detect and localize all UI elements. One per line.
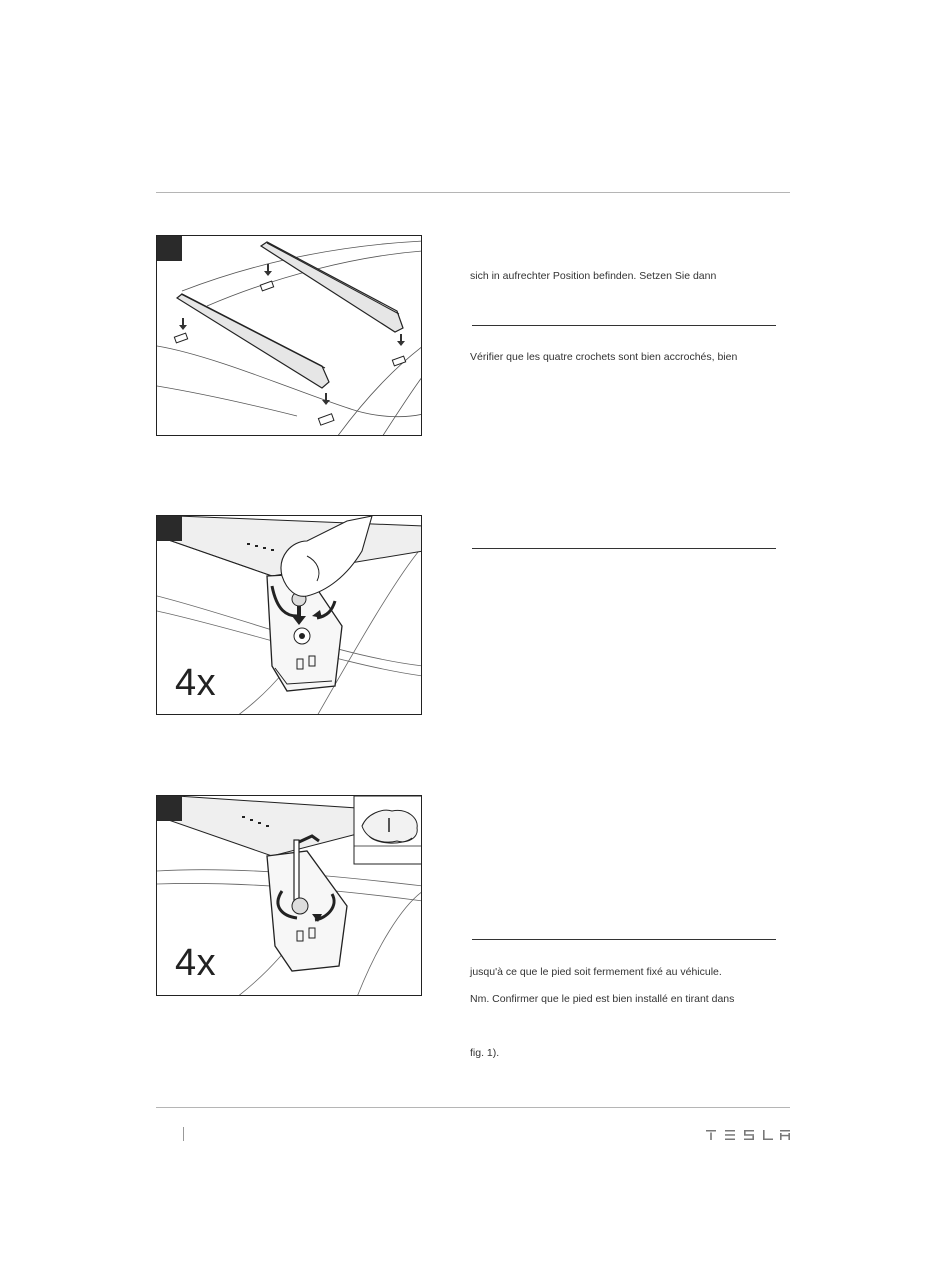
section-rule (472, 939, 776, 940)
step-number-tab (157, 516, 182, 541)
repeat-count: 4x (175, 942, 217, 984)
instruction-text: fig. 1). (470, 1047, 500, 1059)
section-rule (472, 325, 776, 326)
illustration-panel-1 (156, 235, 422, 436)
section-rule (472, 548, 776, 549)
tesla-wordmark-logo (706, 1130, 790, 1140)
illustration-panel-2 (156, 515, 422, 715)
page-number-separator (183, 1127, 184, 1141)
instruction-text: sich in aufrechter Position befinden. Setzen Sie dann (470, 270, 717, 282)
instruction-text: Nm. Confirmer que le pied est bien installé en tirant dans (470, 993, 735, 1005)
illustration-panel-3 (156, 795, 422, 996)
instruction-text: jusqu'à ce que le pied soit fermement fixé au véhicule. (470, 966, 722, 978)
top-divider (156, 192, 790, 193)
roof-rack-crossbars-illustration (157, 236, 422, 436)
repeat-count: 4x (175, 662, 217, 704)
step-number-tab (157, 236, 182, 261)
instruction-text: Vérifier que les quatre crochets sont bien accrochés, bien (470, 351, 738, 363)
bottom-divider (156, 1107, 790, 1108)
step-number-tab (157, 796, 182, 821)
